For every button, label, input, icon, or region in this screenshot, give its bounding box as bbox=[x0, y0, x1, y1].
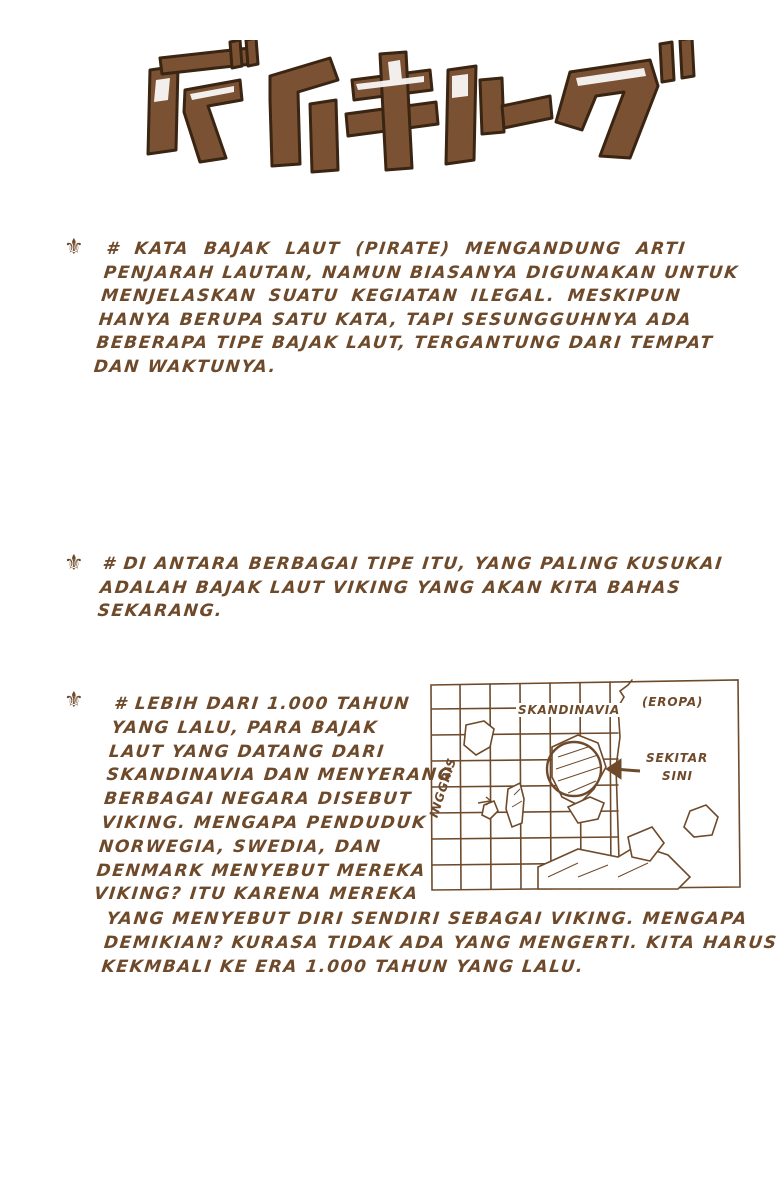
paragraph-2-line: ADALAH BAJAK LAUT VIKING YANG AKAN KITA BAHAS bbox=[99, 577, 683, 598]
title-logo bbox=[130, 40, 700, 175]
paragraph-1-line: BEBERAPA TIPE BAJAK LAUT, TERGANTUNG DARI TEMPAT bbox=[95, 333, 715, 353]
paragraph-3-line: KEKMBALI KE ERA 1.000 TAHUN YANG LALU. bbox=[100, 957, 586, 977]
fleur-de-lis-icon: ⚜ bbox=[64, 235, 84, 260]
paragraph-2-line: # DI ANTARA BERBAGAI TIPE ITU, YANG PALING KUSUKAI bbox=[101, 554, 725, 574]
paragraph-3-line: VIKING? ITU KARENA MEREKA bbox=[93, 884, 420, 905]
paragraph-3-bottom bbox=[100, 907, 779, 979]
map-label-inggris: INGGRIS bbox=[426, 755, 460, 820]
fleur-de-lis-icon: ⚜ bbox=[64, 551, 84, 576]
map-label-sini: SINI bbox=[662, 769, 693, 783]
paragraph-2-line: SEKARANG. bbox=[96, 601, 225, 621]
paragraph-3-line: DENMARK MENYEBUT MEREKA bbox=[95, 860, 428, 881]
paragraph-3-line: NORWEGIA, SWEDIA, DAN bbox=[98, 836, 383, 857]
paragraph-1-line: HANYA BERUPA SATU KATA, TAPI SESUNGGUHNYA ADA bbox=[97, 309, 694, 330]
paragraph-1-line: DAN WAKTUNYA. bbox=[92, 356, 278, 377]
paragraph-3-line: LAUT YANG DATANG DARI bbox=[108, 741, 387, 762]
paragraph-1-line: # KATA BAJAK LAUT (PIRATE) MENGANDUNG ARTI bbox=[105, 239, 688, 259]
paragraph-1-line: PENJARAH LAUTAN, NAMUN BIASANYA DIGUNAKAN UNTUK bbox=[102, 262, 741, 283]
scandinavia-map bbox=[428, 677, 743, 892]
paragraph-2 bbox=[96, 553, 725, 624]
map-label-sekitar: SEKITAR bbox=[646, 751, 708, 765]
map-label-eropa: (EROPA) bbox=[642, 695, 704, 709]
paragraph-3-line: YANG MENYEBUT DIRI SENDIRI SEBAGAI VIKING. MENGAPA bbox=[105, 909, 749, 929]
paragraph-1-line: MENJELASKAN SUATU KEGIATAN ILEGAL. MESKIPUN bbox=[100, 286, 683, 306]
paragraph-3-line: SKANDINAVIA DAN MENYERANG bbox=[105, 765, 455, 786]
paragraph-1 bbox=[92, 238, 741, 379]
viking-title-art bbox=[130, 40, 700, 175]
paragraph-3-line: DEMIKIAN? KURASA TIDAK ADA YANG MENGERTI. KITA HARUS bbox=[102, 933, 779, 953]
paragraph-3-line: YANG LALU, PARA BAJAK bbox=[110, 717, 380, 738]
paragraph-3-line: VIKING. MENGAPA PENDUDUK bbox=[100, 812, 428, 833]
paragraph-3-line: BERBAGAI NEGARA DISEBUT bbox=[103, 789, 413, 810]
paragraph-3-line: # LEBIH DARI 1.000 TAHUN bbox=[113, 694, 412, 714]
map-label-skandinavia: SKANDINAVIA bbox=[518, 703, 621, 717]
fleur-de-lis-icon: ⚜ bbox=[64, 688, 84, 713]
